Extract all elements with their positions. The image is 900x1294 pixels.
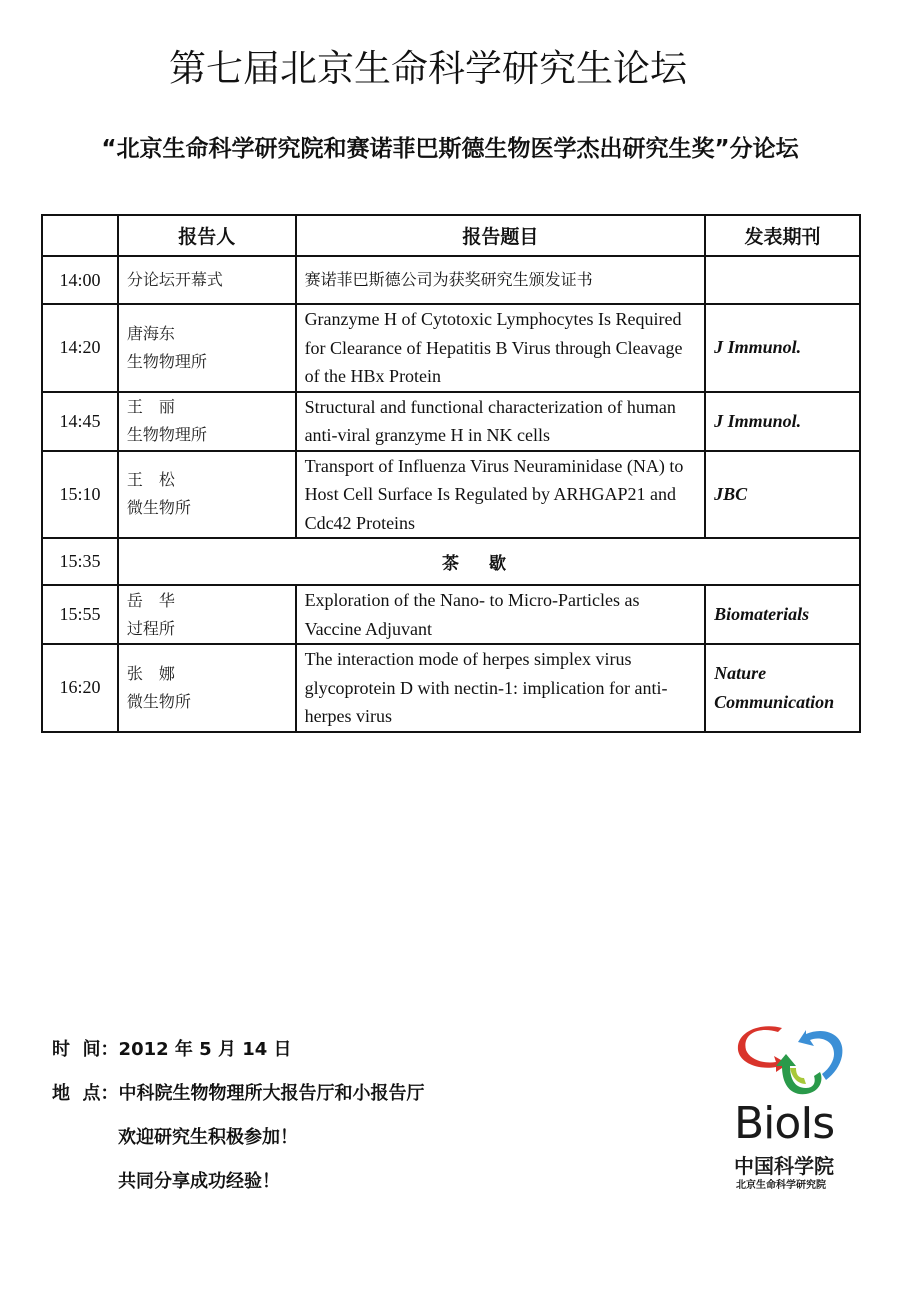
event-place-value: 中科院生物物理所大报告厅和小报告厅 xyxy=(118,1083,425,1104)
time-cell: 14:20 xyxy=(42,304,118,392)
speaker-cell xyxy=(118,585,296,644)
time-cell: 15:55 xyxy=(42,585,118,644)
logo-institute-name: 北京生命科学研究院 xyxy=(736,1180,826,1191)
event-info xyxy=(52,1037,425,1213)
table-row xyxy=(42,304,860,392)
speaker-name: 唐海东 xyxy=(126,323,175,343)
welcome-text: 欢迎研究生积极参加！ xyxy=(118,1127,298,1148)
logo-blue-arrow xyxy=(798,1030,842,1080)
journal-cell: Nature Communication xyxy=(705,644,860,732)
speaker-name: 王 松 xyxy=(126,470,175,490)
journal-cell: J Immunol. xyxy=(705,304,860,392)
event-time xyxy=(52,1037,425,1081)
page-subtitle: “北京生命科学研究院和赛诺菲巴斯德生物医学杰出研究生奖”分论坛 xyxy=(101,136,799,162)
topic-cell: The interaction mode of herpes simplex virus glycoprotein D with nectin-1: implication for anti-herpes virus xyxy=(296,644,706,732)
speaker-institute: 生物物理所 xyxy=(126,425,207,444)
time-cell: 15:10 xyxy=(42,451,118,539)
time-cell: 16:20 xyxy=(42,644,118,732)
table-header-row xyxy=(42,215,860,256)
topic-cell: Structural and functional characterization of human anti-viral granzyme H in NK cells xyxy=(296,392,706,451)
topic-cell: 赛诺菲巴斯德公司为获奖研究生颁发证书 xyxy=(296,256,706,304)
header-time xyxy=(42,215,118,256)
table-row xyxy=(42,644,860,732)
journal-cell: Biomaterials xyxy=(705,585,860,644)
schedule-table xyxy=(41,214,861,733)
speaker-cell xyxy=(118,451,296,539)
speaker-institute: 过程所 xyxy=(126,618,175,638)
table-row xyxy=(42,392,860,451)
table-row-break xyxy=(42,538,860,585)
topic-cell: Transport of Influenza Virus Neuraminidase (NA) to Host Cell Surface Is Regulated by ARHGAP21 and Cdc42 Proteins xyxy=(296,451,706,539)
speaker-cell xyxy=(118,392,296,451)
event-place xyxy=(52,1081,425,1125)
logo-org-name: 中国科学院 xyxy=(734,1154,834,1178)
speaker-name: 王 丽 xyxy=(126,397,175,416)
event-place-label: 地 点： xyxy=(52,1083,119,1104)
time-cell: 14:00 xyxy=(42,256,118,304)
speaker-name: 张 娜 xyxy=(126,663,175,683)
header-topic: 报告题目 xyxy=(296,215,706,256)
logo-wordmark: BioIs xyxy=(734,1098,835,1149)
speaker-cell xyxy=(118,644,296,732)
page-title-text: 第七届北京生命科学研究生论坛 xyxy=(169,47,687,90)
topic-cell: Granzyme H of Cytotoxic Lymphocytes Is Required for Clearance of Hepatitis B Virus through Cleavage of the HBx Protein xyxy=(296,304,706,392)
speaker-institute: 微生物所 xyxy=(126,498,191,518)
biols-logo xyxy=(728,1024,858,1194)
journal-cell: JBC xyxy=(705,451,860,539)
speaker-name: 分论坛开幕式 xyxy=(126,270,223,289)
logo-green-arrow xyxy=(776,1054,821,1094)
share-text: 共同分享成功经验！ xyxy=(118,1171,280,1192)
journal-cell: J Immunol. xyxy=(705,392,860,451)
event-time-value: 2012 年 5 月 14 日 xyxy=(118,1039,292,1060)
table-row xyxy=(42,256,860,304)
speaker-institute: 微生物所 xyxy=(126,691,191,711)
time-cell: 15:35 xyxy=(42,538,118,585)
speaker-name: 岳 华 xyxy=(126,590,175,610)
event-time-label: 时 间： xyxy=(52,1039,119,1060)
tea-break-cell: 茶歇 xyxy=(118,538,860,585)
time-cell: 14:45 xyxy=(42,392,118,451)
journal-cell xyxy=(705,256,860,304)
speaker-institute: 生物物理所 xyxy=(126,351,207,371)
table-row xyxy=(42,585,860,644)
topic-cell: Exploration of the Nano- to Micro-Particles as Vaccine Adjuvant xyxy=(296,585,706,644)
header-speaker: 报告人 xyxy=(118,215,296,256)
header-journal: 发表期刊 xyxy=(705,215,860,256)
page-title xyxy=(0,38,900,92)
speaker-cell xyxy=(118,256,296,304)
logo-emblem-icon xyxy=(728,1024,858,1100)
table-row xyxy=(42,451,860,539)
speaker-cell xyxy=(118,304,296,392)
